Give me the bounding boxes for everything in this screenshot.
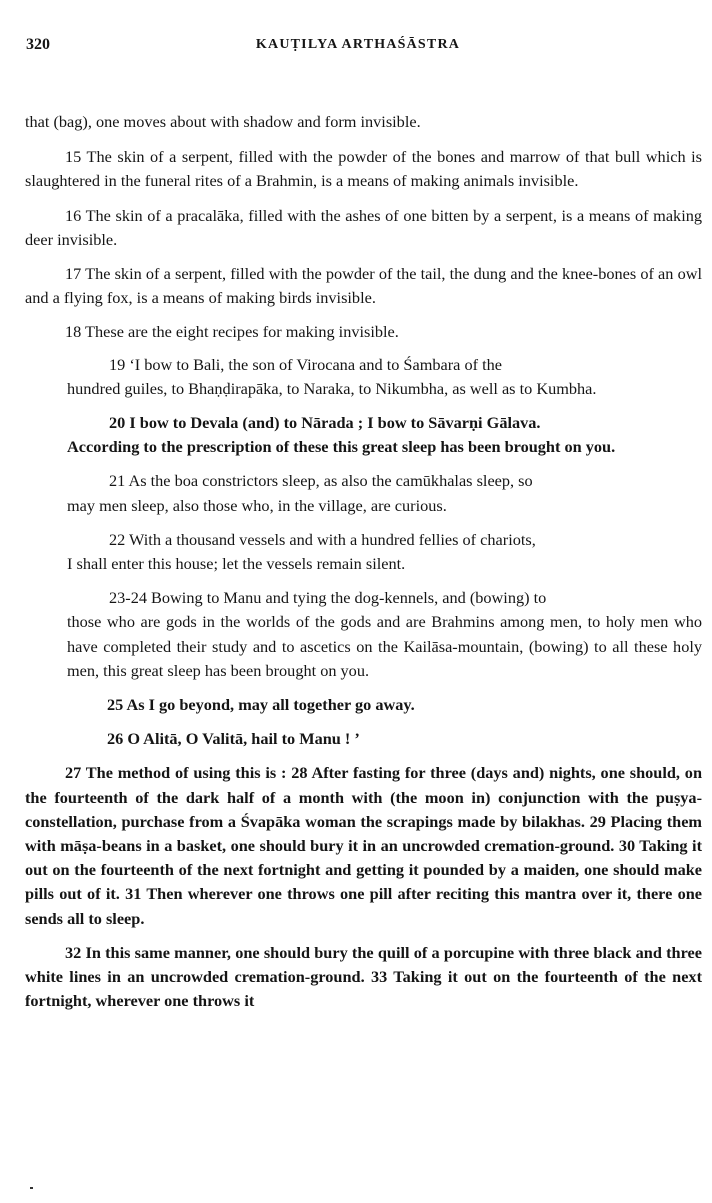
verse-23-24 — [25, 586, 702, 683]
verse-22-first-line: 22 With a thousand vessels and with a hundred fellies of chariots, — [109, 529, 536, 549]
page-body — [25, 110, 702, 1024]
paragraph-15: 15 The skin of a serpent, filled with the powder of the bones and marrow of that bull which is slaughtered in the funeral rites of a Brahmin, is a means of making animals invisible. — [25, 147, 702, 191]
verse-21 — [25, 469, 702, 517]
verse-22 — [25, 528, 702, 576]
scan-speck — [30, 1187, 33, 1189]
verse-19-rest: hundred guiles, to Bhaṇḍirapāka, to Naraka, to Nikumbha, as well as to Kumbha. — [67, 378, 597, 398]
verse-20-first-line: 20 I bow to Devala (and) to Nārada ; I bow to Sāvarṇi Gālava. — [109, 413, 541, 433]
verse-25: 25 As I go beyond, may all together go away. — [107, 695, 415, 715]
paragraph-continuation: that (bag), one moves about with shadow and form invisible. — [25, 112, 421, 131]
verse-19 — [25, 353, 702, 401]
verse-22-rest: I shall enter this house; let the vessels remain silent. — [67, 554, 406, 574]
verse-23-24-rest: those who are gods in the worlds of the gods and are Brahmins among men, to holy men who have completed their study and to ascetics on the Kailāsa-mountain, (bowing) to all these holy men, this great sleep has been brought on you. — [67, 612, 702, 680]
running-title: KAUṬILYA ARTHAŚĀSTRA — [255, 37, 461, 52]
paragraph-17: 17 The skin of a serpent, filled with the powder of the tail, the dung and the knee-bones of an owl and a flying fox, is a means of making birds invisible. — [25, 264, 702, 308]
verse-19-first-line: 19 ‘I bow to Bali, the son of Virocana and to Śambara of the — [109, 354, 502, 374]
paragraph-27-31: 27 The method of using this is : 28 After fasting for three (days and) nights, one should, on the fourteenth of the dark half of a month with (the moon in) conjunction with the puṣya-constellation, purchase from a Śvapāka woman the scrapings made by bilakhas. 29 Placing them with māṣa-beans in a basket, one should bury it in an uncrowded cremation-ground. 30 Taking it out on the fourteenth of the next fortnight and getting it pounded by a maiden, one should make pills out of it. 31 Then wherever one throws one pill after reciting this mantra over it, there one sends all to sleep. — [25, 763, 702, 928]
verse-26: 26 O Alitā, O Valitā, hail to Manu ! ’ — [107, 729, 360, 749]
paragraph-32-33: 32 In this same manner, one should bury the quill of a porcupine with three black and three white lines in an uncrowded cremation-ground. 33 Taking it out on the fourteenth of the next fortnight, wherever one throws it — [25, 942, 702, 1011]
verse-20 — [25, 411, 702, 459]
verse-20-rest: According to the prescription of these this great sleep has been brought on you. — [67, 437, 616, 457]
verse-23-24-first-line: 23-24 Bowing to Manu and tying the dog-kennels, and (bowing) to — [109, 588, 547, 608]
verse-21-first-line: 21 As the boa constrictors sleep, as also the camūkhalas sleep, so — [109, 471, 533, 491]
paragraph-18: 18 These are the eight recipes for making invisible. — [65, 322, 399, 342]
verse-21-rest: may men sleep, also those who, in the village, are curious. — [67, 495, 447, 515]
page-number: 320 — [26, 36, 50, 53]
page-header — [26, 36, 690, 60]
paragraph-16: 16 The skin of a pracalāka, filled with the ashes of one bitten by a serpent, is a means of making deer invisible. — [25, 205, 702, 249]
